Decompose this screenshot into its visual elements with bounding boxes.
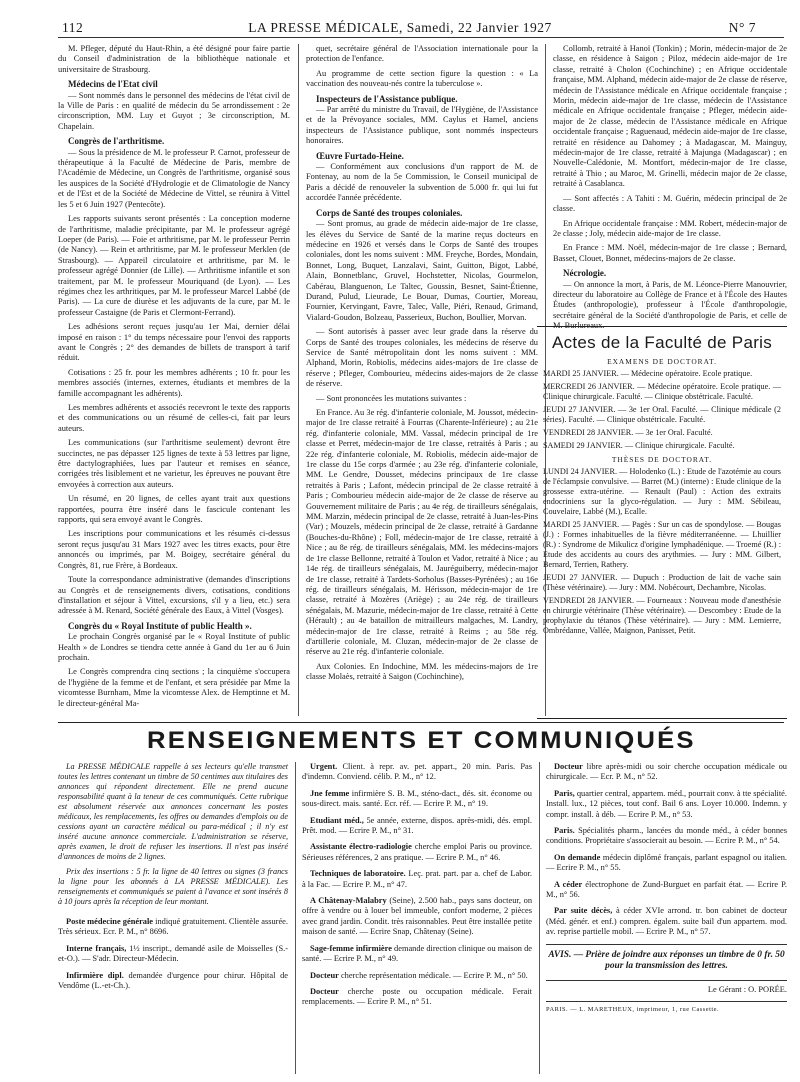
classified-ad xyxy=(302,816,532,837)
body-paragraph: — Sont prononcées les mutations suivantes : xyxy=(316,393,467,403)
thesis-entry: VENDREDI 28 JANVIER. — Fourneaux : Nouveau mode d'anesthésie en chirurgie vétérinaire (Thèse vétérinaire). — Descombey : Etude de la prophylaxie du tétanos (Thèse vétérinaire). — Jury : MM. Lemierre, Ombrédanne, Vallée, Maignon, Panisset, Petit. xyxy=(543,596,781,635)
ad-lead: Docteur xyxy=(310,970,339,980)
body-paragraph: — Sont promus, au grade de médecin aide-major de 1re classe, les élèves du Service de Santé de la marine reçus docteurs en médecine en 1926 et versés dans le Corps de Santé des troupes coloniales, dont les noms suivent : MM. Freyche, Bordes, Mondain, Bonnet, Long, Buquet, Lanzalavi, Saint, Guitton, Bigot, Labbé, Alain, Bonnetblanc, Gruvel, Hochstetter, Nicolas, Gourmelon, Cabérau, Blanguenon, Le Taltec, Goussin, Besnet, Saint-Étienne, Durand, Pulud, Lieurade, Le Bouar, Dumas, Courtier, Moreau, Fournier, Kervingant, Favre, Talec, Valle, Piéri, Renaud, Grimand, Vialard-Goudon, Bolzeau, Passerieux, Buchon, Boullier, Morvan. xyxy=(306,219,538,322)
pricing-notice: Prix des insertions : 5 fr. la ligne de 40 lettres ou signes (3 francs la ligne pour les abonnés à LA PRESSE MÉDICALE). Les renseignements et communiqués se paient à l'avance et sont insérés 8 à 10 jours après la réception de leur montant. xyxy=(58,867,288,906)
classified-ad xyxy=(58,971,288,992)
section-heading: Œuvre Furtado-Heine. xyxy=(316,150,404,161)
body-paragraph: M. Pfleger, député du Haut-Rhin, a été désigné pour faire partie du Conseil d'administration de la bibliothèque nationale et universitaire de Strasbourg. xyxy=(58,44,290,74)
ad-lead: On demande xyxy=(554,852,601,862)
manager-signature: Le Gérant : O. PORÉE. xyxy=(546,980,787,995)
classified-ad xyxy=(546,789,787,820)
ad-lead: Paris. xyxy=(554,826,575,836)
section-rule xyxy=(58,722,784,723)
body-paragraph: quet, secrétaire général de l'Association internationale pour la protection de l'enfance. xyxy=(306,44,538,64)
ad-lead: Sage-femme infirmière xyxy=(310,943,392,953)
body-paragraph: Les rapports suivants seront présentés : La conception moderne de l'arthritisme, maladie précipitante, par M. le professeur agrégé Loeper (de Paris). — Foie et arthritisme, par M. le professeur Perrin (de Nancy). — Rein et arthritisme, par M. le professeur Merklen (de Strasbourg). — Appareil circulatoire et arthritisme, par M. le professeur agrégé Donnier (de Lille). — Arthritisme infantile et son traitement, par M. le professeur Mouriquand (de Lyon). — Les régimes chez les arthritiques, par M. le professeur Marcel Labbé (de Paris). — La cure de diurèse et les adjuvants de la cure, par M. le professeur Castaigne (de Paris et Clermont-Ferrand). xyxy=(58,214,290,317)
body-paragraph: En France. Au 3e rég. d'infanterie coloniale, M. Joussot, médecin-major de 1re classe retraité à Fourras (Charente-Inférieure) ; au 21e rég. d'infanterie coloniale, MM. Vassal, médecin principal de 1re classe et Perret, médecin-major de 1re classe, retraités à Paris ; au 22e rég. d'infanterie coloniale, M. Robiolis, médecin aide-major de 1re classe du 15e corps d'armée ; au 23e rég. d'infanterie coloniale, MM. Le Gendre, Dousset, médecins principaux de 1re classe retraités à Paris ; Lafont, médecin principal de 2e classe retraité à Paris ; Combourieu médecin aide-major de 2e classe de réserve au Gouvernement militaire de Paris ; au 4e rég. de tirailleurs sénégalais, MM. Marzin, médecin principal de 2e classe, retraité à Juan-les-Pins (Var) ; Mouzels, médecin principal de 2e classe, retraité à Gardanne (Bouches-du-Rhône) ; Foll, médecin-major de 1re classe, retraité à Nice ; au 8e rég. de tirailleurs sénégalais, MM. les médecins-majors de 1re classe Bellonne, retraité à Toulon et Vador, retraité à Nice ; au 14e rég. de tirailleurs sénégalais, M. Jauréguiberry, médecin-major de 1re classe, retraité à Tardets-Sorholus (Basses-Pyrénées) ; au 16e rég. de tirailleurs sénégalais, M. Hérisson, médecin-major de 1re classe, retraité à Mozères (Ariège) ; au 24e rég. de tirailleurs sénégalais, M. Mazurie, médecin-major de 1re classe, retraité à Cette (Hérault) ; au 4e bataillon de mitrailleurs malgaches, M. Landry, médecin-major de 1re classe, retraité à Reims ; au 58e rég. d'artillerie coloniale, M. Cluzan, médecin-major de 2e classe de réserve au 21e rég. d'infanterie coloniale. xyxy=(306,408,538,657)
classified-column-1 xyxy=(58,762,288,1074)
body-paragraph: Aux Colonies. En Indochine, MM. les médecins-majors de 1re classe Molaès, retraité à Saigon (Cochinchine), xyxy=(306,661,538,682)
thesis-entry: LUNDI 24 JANVIER. — Holodenko (L.) : Etude de l'azotémie au cours de l'éclampsie convulsive. — Barret (M.) (interne) : Etude clinique de la grossesse extra-utérine. — Renault (Paul) : Action des extraits endocriniens sur la glyco-régulation. — Jury : MM. Sébileau, Couvelaire, Labbé (M.), Ecalle. xyxy=(543,467,781,516)
ad-text: indiqué gratuitement. Clientèle assurée. Très sérieux. Ecr. P. M., n° 8696. xyxy=(58,917,288,937)
thesis-entry: MARDI 25 JANVIER. — Pagès : Sur un cas de spondylose. — Bougas (J.) : Formes inhabituelles de la fièvre méditerranéenne. — Lhuillier (R.) : Syndrome de Mikulicz d'origine lymphadénique. — Troemé (R.) : Etude des accidents au cours des arythmies. — Jury : MM. Gilbert, Bernard, Terrien, Rathery. xyxy=(543,520,781,569)
ad-lead: Par suite décès, xyxy=(554,906,613,916)
section-heading: Corps de Santé des troupes coloniales. xyxy=(316,207,463,218)
column-divider xyxy=(539,762,540,1074)
body-paragraph: Toute la correspondance administrative (demandes d'inscriptions au Congrès et de renseignements divers, cotisations, conditions d'installation et séjour à Vittel, excursions, s'il y a lieu, etc.) sera adressée à M. Renard, Société générale des Eaux, à Vittel (Vosges). xyxy=(58,575,290,616)
ad-text: demande direction clinique ou maison de santé. — Ecrire P. M., n° 49. xyxy=(302,943,532,964)
body-paragraph: Les inscriptions pour communications et les résumés ci-dessus seront reçus jusqu'au 31 Mars 1927 avec les titres exacts, pour être annoncés ou imprimés, par M. Boigey, secrétaire général du Congrès, 81, rue Frère, à Bordeaux. xyxy=(58,529,290,570)
ad-text: demandée d'urgence pour chirur. Hôpital de Vendôme (L.-et-Ch.). xyxy=(58,970,289,991)
classified-ad xyxy=(58,944,288,965)
exams-heading: EXAMENS DE DOCTORAT. xyxy=(607,357,717,366)
body-paragraph: Le prochain Congrès organisé par le « Royal Institute of public Health » de Londres se tiendra cette année à Gand du 1er au 6 Juin prochain. xyxy=(58,632,290,662)
faculty-title: Actes de la Faculté de Paris xyxy=(551,333,773,352)
section-heading: Congrès du « Royal Institute of public Health ». xyxy=(68,620,252,631)
ad-text: infirmière S. B. M., sténo-dact., dés. sit. économe ou sous-direct. mais. santé. Ecr. réf. — Ecrire P. M., n° 19. xyxy=(302,788,532,809)
ad-lead: Paris, xyxy=(554,788,575,798)
exam-entry: VENDREDI 28 JANVIER. — 3e 1er Oral. Faculté. xyxy=(543,428,713,437)
ad-text: à céder XVIe arrond. tr. bon cabinet de docteur (Méd. génér. et enf.) compren. égalem. suite bail d'un appartem. mod. av. reprise partielle mobil. — Ecrire P. M., n° 57. xyxy=(546,906,787,937)
ad-text: électrophone de Zund-Burguet en parfait état. — Ecrire P. M., n° 56. xyxy=(546,879,787,900)
page-number: 112 xyxy=(62,20,84,35)
classified-ad xyxy=(546,826,787,847)
body-paragraph: — Sont affectés : A Tahiti : M. Guérin, médecin principal de 2e classe. xyxy=(553,193,787,214)
exam-entry: JEUDI 27 JANVIER. — 3e 1er Oral. Faculté. — Clinique médicale (2 séries). Faculté. — Clinique obstétricale. Faculté. xyxy=(543,405,781,424)
body-paragraph: Les membres adhérents et associés recevront le texte des rapports et des communications ou un résumé de celles-ci, fait par leurs auteurs. xyxy=(58,403,290,433)
classified-ad xyxy=(302,896,532,938)
classified-ad xyxy=(546,853,787,874)
column-1 xyxy=(58,44,290,716)
ad-lead: Urgent. xyxy=(310,762,338,771)
ad-text: quartier central, appartem. méd., pourrait conv. à tte spécialité. Install. lux., 12 pièces, tout conf. Bail 6 ans. Loyer 10.000. Indemn. y compr. install. à déb. — Ecrire P. M., n° 53. xyxy=(546,788,787,819)
classified-ad xyxy=(302,987,532,1008)
ad-lead: Techniques de laboratoire. xyxy=(310,869,406,879)
classified-column-2 xyxy=(302,762,532,1074)
classified-ad xyxy=(302,971,532,981)
body-paragraph: — Conformément aux conclusions d'un rapport de M. de Fontenay, au nom de la 5e Commission, le Conseil municipal de Paris a décidé de renouveler la subvention de 5.000 fr. qui lui fut accordée l'année précédente. xyxy=(306,162,538,203)
body-paragraph: — Par arrêté du ministre du Travail, de l'Hygiène, de l'Assistance et de la Prévoyance sociales, MM. Caylus et Hamel, anciens inspecteurs de l'Assistance publique, sont nommés inspecteurs honoraires. xyxy=(306,105,538,146)
column-3 xyxy=(553,44,787,331)
classified-ad xyxy=(58,917,288,938)
theses-heading: THÈSES DE DOCTORAT. xyxy=(611,455,713,464)
ad-text: cherche emploi Paris ou province. Sérieuses références, 2 ans pratique. — Ecrire P. M., n° 46. xyxy=(302,842,532,862)
exam-entry: MERCREDI 26 JANVIER. — Médecine opératoire. Ecole pratique. — Clinique chirurgicale. Faculté. — Clinique obstétricale. Faculté. xyxy=(543,382,781,401)
ad-text: Spécialités pharm., lancées du monde méd., à céder bonnes conditions. Propriétaire s'associerait au besoin. — Ecrire P. M., n° 54. xyxy=(546,826,787,846)
thesis-entry: JEUDI 27 JANVIER. — Dupuch : Production de lait de vache sain (Thèse vétérinaire). — Jury : MM. Nobécourt, Dechambre, Nicolas. xyxy=(543,573,781,592)
ad-text: médecin diplômé français, parlant espagnol ou italien. — Ecrire P. M., n° 55. xyxy=(546,852,787,873)
classified-ad xyxy=(302,944,532,965)
body-paragraph: — On annonce la mort, à Paris, de M. Léonce-Pierre Manouvrier, directeur du laboratoire au Collège de France et à l'École des Hautes Études (anthropologie), professeur à l'École d'anthropologie, secrétaire général de la Société d'anthropologie de Paris, et celle de M. Burlureaux. xyxy=(553,279,787,331)
section-banner xyxy=(58,726,784,756)
classified-ad xyxy=(302,762,532,783)
section-heading: Nécrologie. xyxy=(563,268,607,279)
section-heading: Médecins de l'Etat civil xyxy=(68,79,158,90)
ad-lead: A Châtenay-Malabry xyxy=(310,896,387,906)
ads-list xyxy=(58,917,288,991)
ad-text: Leç. prat. part. par a. chef de Labor. à la Fac. — Ecrire P. M., n° 47. xyxy=(302,869,532,889)
ad-lead: Docteur xyxy=(554,762,583,771)
body-paragraph: Collomb, retraité à Hanoï (Tonkin) ; Morin, médecin-major de 2e classe, en résidence à Saigon ; Piloz, médecin aide-major de 1re classe, retraité à Cholon (Cochinchine) ; en Afrique occidentale française, MM. Alphand, médecin aide-major de 2e classe de réserve, médecin de l'Assistance médicale en Afrique occidentale française ; Morin, médecin aide-major de 1re classe, médecin de l'Assistance médicale en Afrique occidentale française ; Pfleger, médecin aide-major de 2e classe, médecin de l'Assistance médicale en Afrique occidentale française ; Raguenaud, médecin aide-major de 1re classe, retraité en résidence au Dahomey ; à Madagascar, M. Mainguy, médecin-major de 1re classe, retraité à Majunga (Madagascar) ; en Nouvelle-Calédonie, M. Montfort, médecin-major de 1re classe, retraité à Thio ; au Maroc, M. Grinelli, médecin major de 2e classe, retraité à Casablanca. xyxy=(553,44,787,189)
faculty-acts-box xyxy=(537,326,787,719)
section-heading: Inspecteurs de l'Assistance publique. xyxy=(316,93,458,104)
body-paragraph: Le Congrès comprendra cinq sections ; la cinquième s'occupera de l'hygiène de la femme et de l'enfant, et sera présidée par Mme la vicomtesse Burnham, Mme la vicomtesse Alex. de Hemptinne et M. le directeur-général Ma- xyxy=(58,667,290,708)
ads-list xyxy=(546,762,787,938)
ad-text: cherche représentation médicale. — Ecrire P. M., n° 50. xyxy=(338,970,528,980)
classified-column-3 xyxy=(546,762,787,1074)
ad-text: Client. à repr. av. pet. appart., 20 min. Paris. Pas d'indemn. Conviend. célib. P. M., n° 12. xyxy=(302,762,532,782)
classified-ad xyxy=(302,869,532,890)
header-rule xyxy=(58,37,784,38)
ad-text: libre après-midi ou soir cherche occupation médicale ou chirurgicale. — Ecr. P. M., n° 52. xyxy=(546,762,787,782)
body-paragraph: — Sont autorisés à passer avec leur grade dans la réserve du Corps de Santé des troupes coloniales, les médecins de réserve du Service de Santé métropolitain dont les noms suivent : MM. Alphand, Morin, Robiolis, médecins aides-majors de 1re classe de réserve ; Pfleger, Combourieu, médecins aides-majors de 2e classe de réserve. xyxy=(306,327,538,389)
ad-lead: Etudiant méd., xyxy=(310,815,364,825)
section-heading: Congrès de l'arthritisme. xyxy=(68,136,165,147)
classified-ad xyxy=(546,880,787,901)
banner-text: RENSEIGNEMENTS ET COMMUNIQUÉS xyxy=(146,727,696,754)
ads-list xyxy=(302,762,532,1008)
notice-paragraph: La PRESSE MÉDICALE rappelle à ses lecteurs qu'elle transmet toutes les lettres contenant un timbre de 50 centimes aux titulaires des annonces qui répondent directement. Elle ne prend aucune responsabilité quant à la teneur de ces communiqués. Cette rubrique est absolument réservée aux annonces concernant les postes médicaux, les remplacements, les offres ou demandes d'emplois ou de cessions ayant un caractère médical ou para-médical ; il n'y est inséré aucune annonce commerciale. L'administration se réserve, après examen, le droit de refuser les insertions. Il n'est pas inséré d'annonces de moins de 2 lignes. xyxy=(58,762,288,861)
classified-ad xyxy=(302,842,532,863)
body-paragraph: En Afrique occidentale française : MM. Robert, médecin-major de 2e classe ; Joly, médecin aide-major de 1re classe. xyxy=(553,218,787,238)
avis-notice: AVIS. — Prière de joindre aux réponses un timbre de 0 fr. 50 pour la transmission des lettres. xyxy=(546,944,787,972)
ad-lead: Interne français, xyxy=(66,943,127,953)
body-paragraph: Un résumé, en 20 lignes, de celles ayant trait aux questions rapportées, pourra être inséré dans le fascicule contenant les rapports, qui sera envoyé avant le Congrès. xyxy=(58,494,290,525)
ad-lead: Docteur xyxy=(310,986,339,996)
ad-text: cherche poste ou occupation médicale. Ferait remplacements. — Ecrire P. M., n° 51. xyxy=(302,986,532,1007)
body-paragraph: En France : MM. Noël, médecin-major de 1re classe ; Bernard, Basset, Clouet, Bonnet, médecins-majors de 2e classe. xyxy=(553,243,787,263)
classified-ad xyxy=(546,762,787,783)
ad-lead: Assistante électro-radiologie xyxy=(310,842,412,852)
exams-list xyxy=(537,369,787,451)
ad-text: 5e année, externe, dispos. après-midi, dés. empl. Prêt. mod. — Ecrire P. M., n° 31. xyxy=(302,815,532,836)
body-paragraph: — Sous la présidence de M. le professeur P. Carnot, professeur de thérapeutique à la Faculté de Médecine de Paris, membre de l'Académie de Médecine, un Congrès de l'arthritisme, organisé sous les auspices de la Société d'Hydrologie et de Climatologie de Nancy et de l'Est et de la Société de Médecine de Vittel, se réunira à Vittel les 5 et 6 Juin 1927 (Pentecôte). xyxy=(58,147,290,209)
body-paragraph: Les communications (sur l'arthritisme seulement) devront être succinctes, ne pas dépasser 125 lignes de texte à 53 lettres par ligne, être dactylographiées, lues par l'auteur et remises en séance, corrigées très lisiblement et ne varietur, les épreuves ne pouvant être envoyées à correction aux auteurs. xyxy=(58,438,290,489)
ad-lead: Jne femme xyxy=(310,788,350,798)
body-paragraph: Cotisations : 25 fr. pour les membres adhérents ; 10 fr. pour les membres associés (internes, externes, étudiants et membres de la famille accompagnant les adhérents). xyxy=(58,367,290,398)
column-divider xyxy=(295,762,296,1074)
ad-lead: Poste médecine générale xyxy=(66,917,154,926)
body-paragraph: — Sont nommés dans le personnel des médecins de l'état civil de la Ville de Paris : en qualité de médecin du 5e arrondissement : 2e circonscription, MM. Luy et Guyot ; 3e circonscription, M. Chapelain. xyxy=(58,90,290,131)
printer-line: PARIS. — L. MARETHEUX, imprimeur, 1, rue Cassette. xyxy=(546,1001,787,1015)
journal-title: LA PRESSE MÉDICALE, Samedi, 22 Janvier 1927 xyxy=(248,20,552,35)
classified-ad xyxy=(302,789,532,810)
ad-text: 1½ inscript., demandé asile de Moisselles (S.-et-O.). — S'adr. Directeur-Médecin. xyxy=(58,943,288,964)
exam-entry: MARDI 25 JANVIER. — Médecine opératoire. Ecole pratique. xyxy=(543,369,753,378)
ad-lead: A céder xyxy=(554,879,583,889)
theses-list xyxy=(537,467,787,636)
issue-number: N° 7 xyxy=(728,20,756,35)
exam-entry: SAMEDI 29 JANVIER. — Clinique chirurgicale. Faculté. xyxy=(543,441,735,450)
column-2 xyxy=(306,44,538,716)
body-paragraph: Au programme de cette section figure la question : « La vaccination des nouveau-nés contre la tuberculose ». xyxy=(306,68,538,89)
ad-lead: Infirmière dipl. xyxy=(66,970,124,980)
column-divider xyxy=(298,44,299,716)
classified-ad xyxy=(546,906,787,937)
body-paragraph: Les adhésions seront reçues jusqu'au 1er Mai, dernier délai imposé en raison : 1° du temps nécessaire pour l'envoi des rapports avant le Congrès ; 2° des demandes de billets de transport à tarif réduit. xyxy=(58,322,290,363)
ad-text: (Seine), 2.500 hab., pays sans docteur, on offre à vendre ou à louer bel immeuble, confort moderne, 2 pièces avec grand jardin. Condit. très raisonnables. Peut être installée petite maison de santé. — Ecrire Snap, Châtenay (Seine). xyxy=(302,896,533,937)
